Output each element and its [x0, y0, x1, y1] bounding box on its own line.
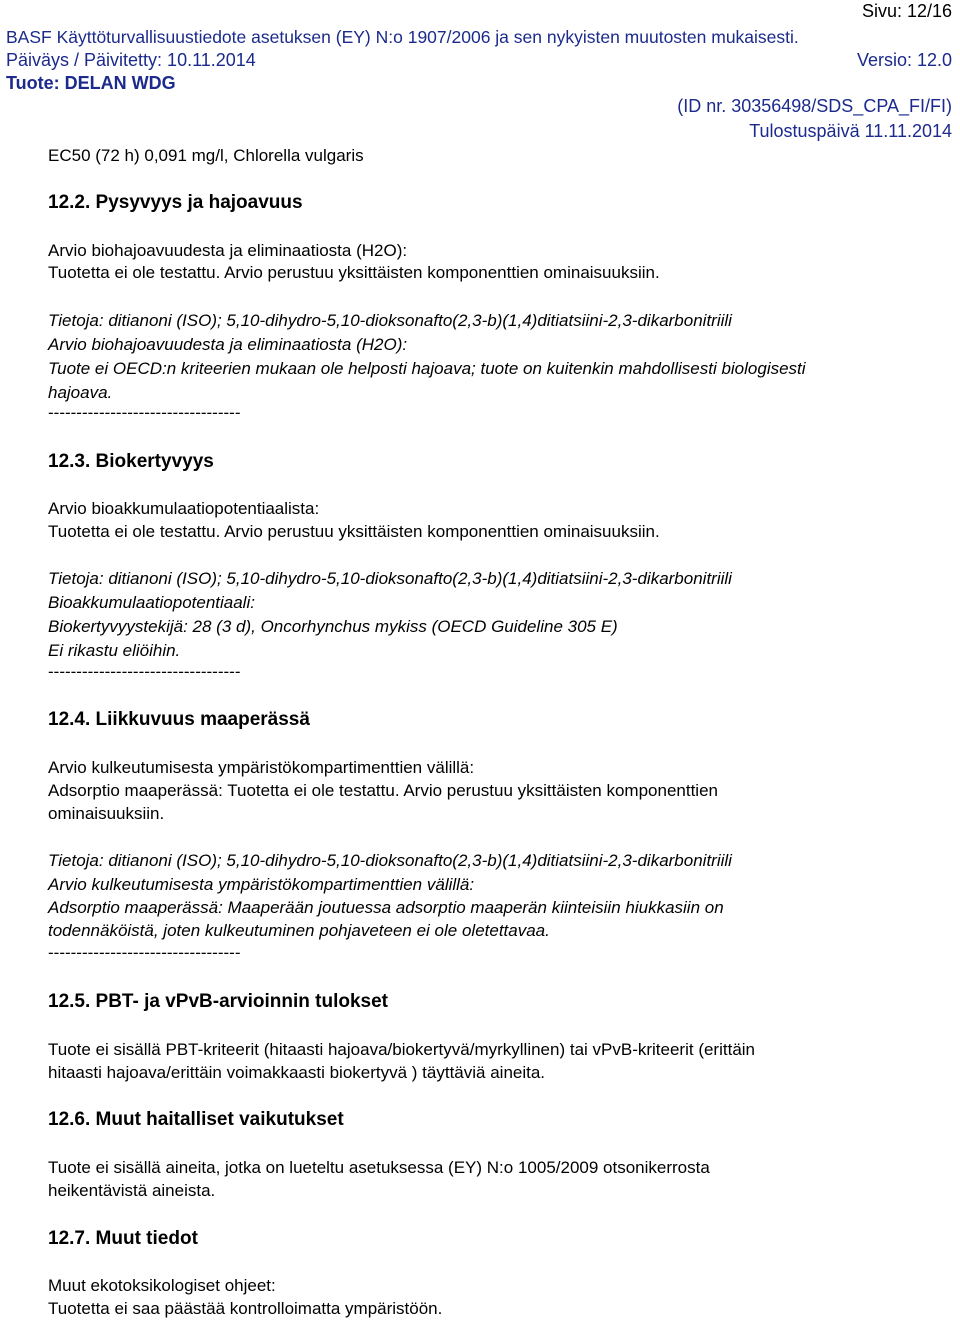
text-line: Ei rikastu eliöihin.	[48, 641, 181, 660]
separator: ----------------------------------	[48, 403, 241, 422]
text-line: Arvio kulkeutumisesta ympäristökompartimenttien välillä:	[48, 875, 475, 894]
text-line: Tuotetta ei ole testattu. Arvio perustuu yksittäisten komponenttien ominaisuuksiin.	[48, 522, 660, 541]
page-number: Sivu: 12/16	[861, 1, 952, 21]
text-line: hitaasti hajoava/erittäin voimakkaasti biokertyvä ) täyttäviä aineita.	[48, 1063, 546, 1082]
separator: ----------------------------------	[48, 662, 241, 681]
text-line: Tuotetta ei ole testattu. Arvio perustuu yksittäisten komponenttien ominaisuuksiin.	[48, 263, 660, 282]
text-line: ominaisuuksiin.	[48, 804, 165, 823]
text-line: todennäköistä, joten kulkeutuminen pohjaveteen ei ole oletettavaa.	[48, 921, 550, 940]
version: Versio: 12.0	[856, 50, 952, 70]
ec50-value: EC50 (72 h) 0,091 mg/l, Chlorella vulgaris	[48, 146, 364, 165]
print-date: Tulostuspäivä 11.11.2014	[749, 121, 952, 141]
text-line: hajoava.	[48, 383, 113, 402]
text-line: Tietoja: ditianoni (ISO); 5,10-dihydro-5,10-dioksonafto(2,3-b)(1,4)ditiatsiini-2,3-dikarbonitriili	[48, 851, 732, 870]
text-line: Tuote ei OECD:n kriteerien mukaan ole helposti hajoava; tuote on kuitenkin mahdollisesti biologisesti	[48, 359, 806, 378]
section-12-5-heading: 12.5. PBT- ja vPvB-arvioinnin tulokset	[48, 991, 388, 1012]
text-line: Bioakkumulaatiopotentiaali:	[48, 593, 255, 612]
text-line: Tuote ei sisällä aineita, jotka on lueteltu asetuksessa (EY) N:o 1005/2009 otsonikerrosta	[48, 1158, 710, 1177]
document-title: BASF Käyttöturvallisuustiedote asetuksen (EY) N:o 1907/2006 ja sen nykyisten muutosten mukaisesti.	[6, 27, 799, 47]
section-12-4-heading: 12.4. Liikkuvuus maaperässä	[48, 709, 310, 730]
separator: ----------------------------------	[48, 943, 241, 962]
text-line: Tietoja: ditianoni (ISO); 5,10-dihydro-5,10-dioksonafto(2,3-b)(1,4)ditiatsiini-2,3-dikarbonitriili	[48, 311, 732, 330]
text-line: Muut ekotoksikologiset ohjeet:	[48, 1276, 276, 1295]
text-line: heikentävistä aineista.	[48, 1181, 216, 1200]
text-line: Arvio bioakkumulaatiopotentiaalista:	[48, 499, 320, 518]
revision-date: Päiväys / Päivitetty: 10.11.2014	[6, 50, 256, 70]
text-line: Adsorptio maaperässä: Tuotetta ei ole testattu. Arvio perustuu yksittäisten komponenttien	[48, 781, 718, 800]
text-line: Arvio kulkeutumisesta ympäristökompartimenttien välillä:	[48, 758, 475, 777]
text-line: Tuotetta ei saa päästää kontrolloimatta ympäristöön.	[48, 1299, 443, 1318]
section-12-2-heading: 12.2. Pysyvyys ja hajoavuus	[48, 192, 303, 213]
text-line: Arvio biohajoavuudesta ja eliminaatiosta (H2O):	[48, 241, 408, 260]
text-line: Arvio biohajoavuudesta ja eliminaatiosta (H2O):	[48, 335, 408, 354]
text-line: Tuote ei sisällä PBT-kriteerit (hitaasti hajoava/biokertyvä/myrkyllinen) tai vPvB-kriteerit (erittäin	[48, 1040, 756, 1059]
document-id: (ID nr. 30356498/SDS_CPA_FI/FI)	[677, 96, 952, 116]
section-12-6-heading: 12.6. Muut haitalliset vaikutukset	[48, 1109, 344, 1130]
section-12-3-heading: 12.3. Biokertyvyys	[48, 451, 214, 472]
text-line: Tietoja: ditianoni (ISO); 5,10-dihydro-5,10-dioksonafto(2,3-b)(1,4)ditiatsiini-2,3-dikarbonitriili	[48, 569, 732, 588]
text-line: Biokertyvyystekijä: 28 (3 d), Oncorhynchus mykiss (OECD Guideline 305 E)	[48, 617, 618, 636]
product-name: Tuote: DELAN WDG	[6, 73, 176, 93]
section-12-7-heading: 12.7. Muut tiedot	[48, 1228, 198, 1249]
text-line: Adsorptio maaperässä: Maaperään joutuessa adsorptio maaperän kiinteisiin hiukkasiin on	[48, 898, 724, 917]
